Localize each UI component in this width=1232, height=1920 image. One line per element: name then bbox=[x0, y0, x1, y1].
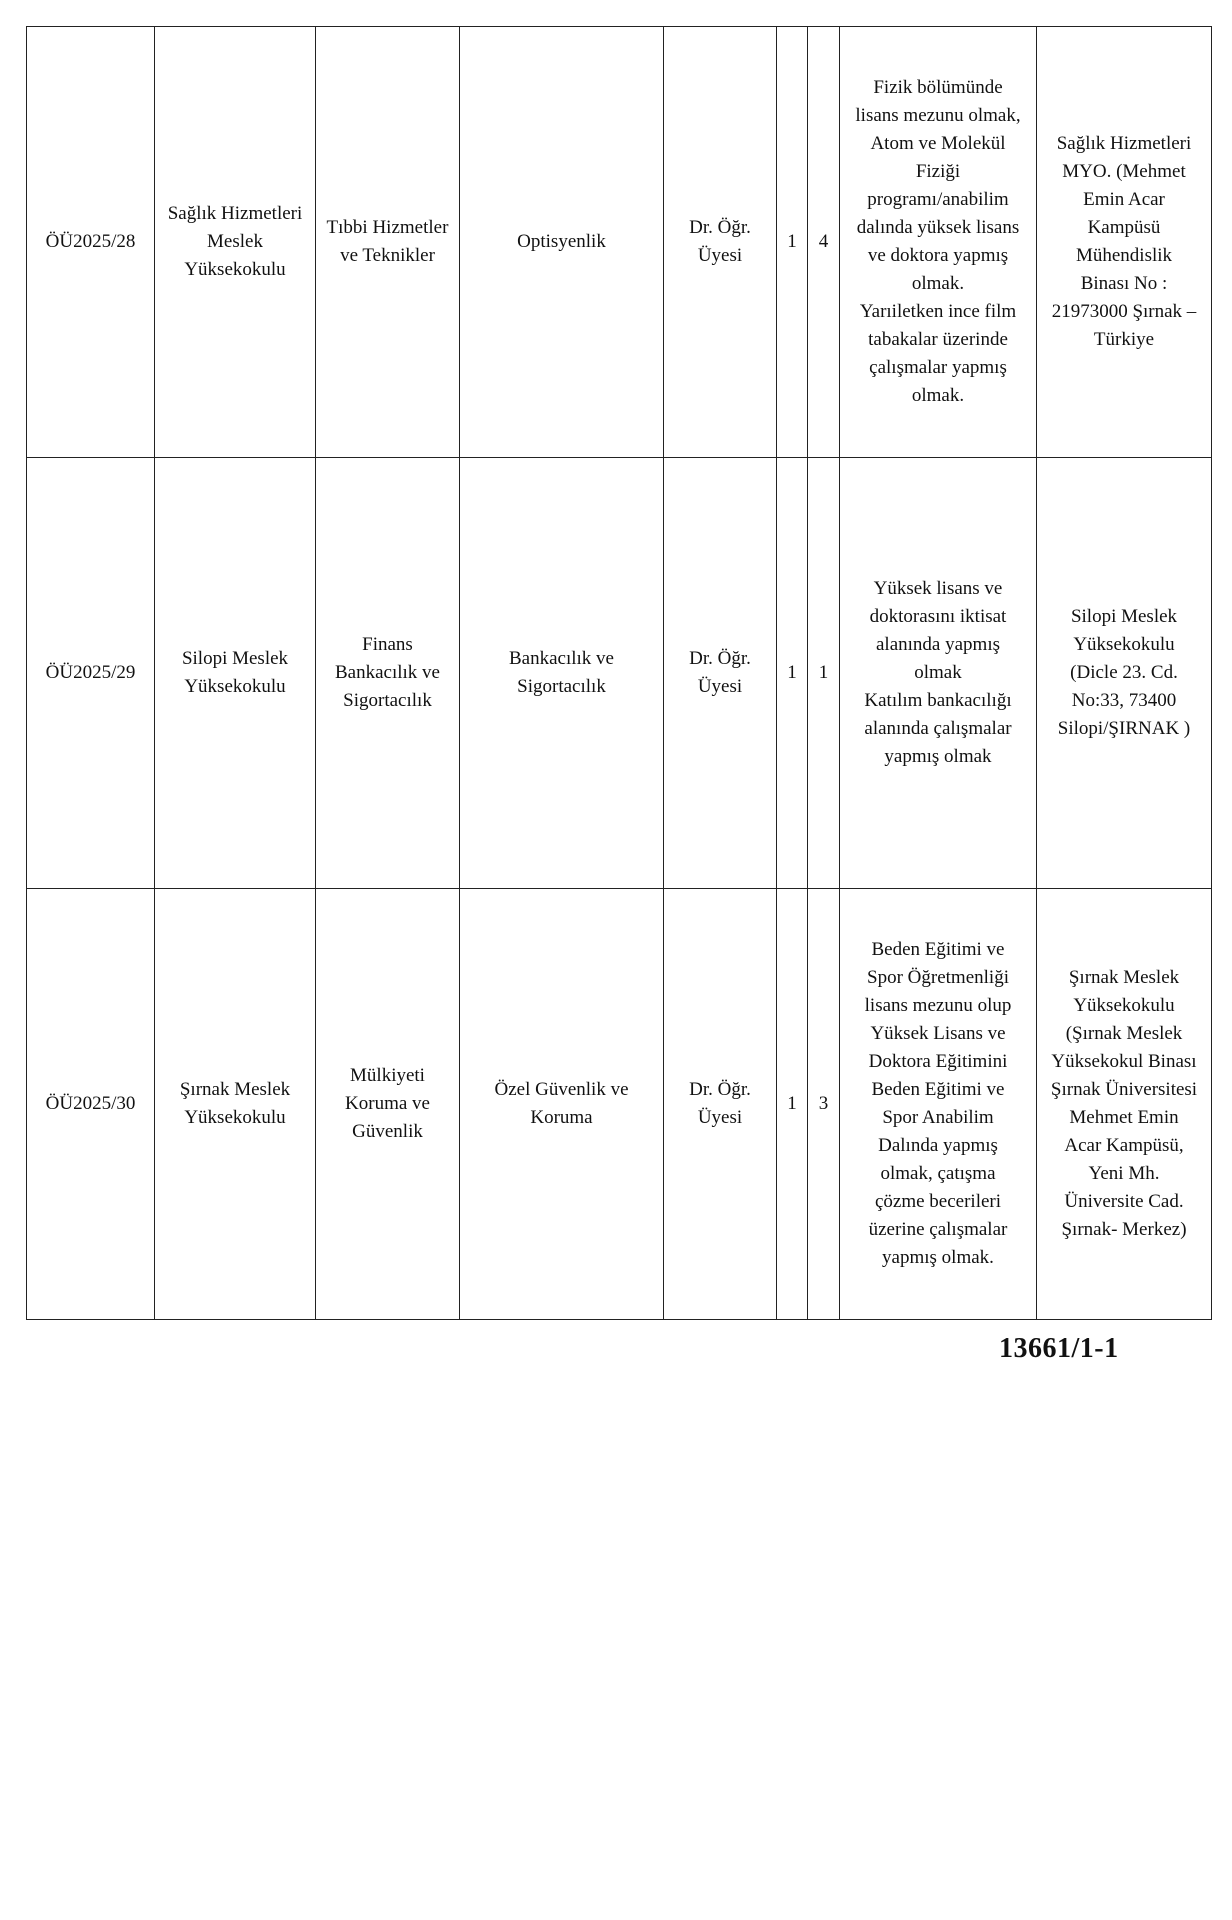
degree-level: 1 bbox=[808, 458, 840, 889]
academic-unit: Şırnak Meslek Yüksekokulu bbox=[155, 889, 316, 1320]
listing-code: ÖÜ2025/28 bbox=[27, 27, 155, 458]
application-address: Şırnak Meslek Yüksekokulu (Şırnak Meslek Yüksekokul Binası Şırnak Üniversitesi Mehmet Emin Acar Kampüsü, Yeni Mh. Üniversite Cad. Şırnak- Merkez) bbox=[1037, 889, 1212, 1320]
table-row bbox=[27, 889, 1212, 1320]
department: Tıbbi Hizmetler ve Teknikler bbox=[316, 27, 460, 458]
staff-count: 1 bbox=[777, 458, 808, 889]
application-address: Silopi Meslek Yüksekokulu (Dicle 23. Cd. No:33, 73400 Silopi/ŞIRNAK ) bbox=[1037, 458, 1212, 889]
academic-unit: Sağlık Hizmetleri Meslek Yüksekokulu bbox=[155, 27, 316, 458]
position-title: Dr. Öğr. Üyesi bbox=[664, 889, 777, 1320]
department: Mülkiyeti Koruma ve Güvenlik bbox=[316, 889, 460, 1320]
table-row bbox=[27, 458, 1212, 889]
table-row bbox=[27, 27, 1212, 458]
degree-level: 3 bbox=[808, 889, 840, 1320]
listing-code: ÖÜ2025/30 bbox=[27, 889, 155, 1320]
staff-count: 1 bbox=[777, 27, 808, 458]
page-reference-number: 13661/1-1 bbox=[999, 1333, 1119, 1364]
requirements: Beden Eğitimi ve Spor Öğretmenliği lisans mezunu olup Yüksek Lisans ve Doktora Eğitimini Beden Eğitimi ve Spor Anabilim Dalında yapmış olmak, çatışma çözme becerileri üzerine çalışmalar yapmış olmak. bbox=[840, 889, 1037, 1320]
job-listing-table bbox=[26, 26, 1212, 1320]
position-title: Dr. Öğr. Üyesi bbox=[664, 458, 777, 889]
position-title: Dr. Öğr. Üyesi bbox=[664, 27, 777, 458]
listing-code: ÖÜ2025/29 bbox=[27, 458, 155, 889]
program: Bankacılık ve Sigortacılık bbox=[460, 458, 664, 889]
program: Optisyenlik bbox=[460, 27, 664, 458]
requirements: Fizik bölümünde lisans mezunu olmak, Atom ve Molekül Fiziği programı/anabilim dalında yüksek lisans ve doktora yapmış olmak. Yarıiletken ince film tabakalar üzerinde çalışmalar yapmış olmak. bbox=[840, 27, 1037, 458]
staff-count: 1 bbox=[777, 889, 808, 1320]
application-address: Sağlık Hizmetleri MYO. (Mehmet Emin Acar Kampüsü Mühendislik Binası No : 21973000 Şırnak – Türkiye bbox=[1037, 27, 1212, 458]
program: Özel Güvenlik ve Koruma bbox=[460, 889, 664, 1320]
degree-level: 4 bbox=[808, 27, 840, 458]
department: Finans Bankacılık ve Sigortacılık bbox=[316, 458, 460, 889]
academic-unit: Silopi Meslek Yüksekokulu bbox=[155, 458, 316, 889]
requirements: Yüksek lisans ve doktorasını iktisat alanında yapmış olmak Katılım bankacılığı alanında çalışmalar yapmış olmak bbox=[840, 458, 1037, 889]
